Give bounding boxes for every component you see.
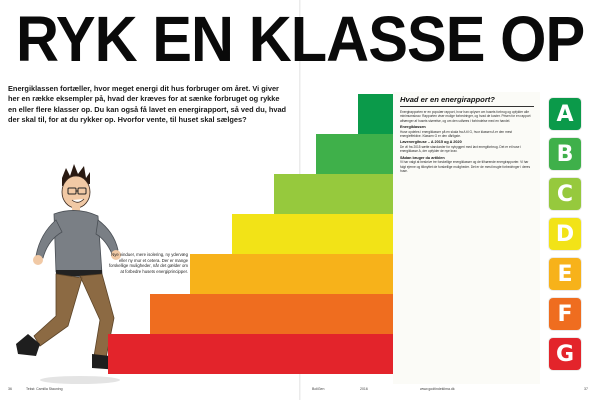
energy-label-d: D	[549, 218, 581, 250]
section-heading: Lavenergihuse – A 2015 og A 2020	[400, 140, 462, 145]
energy-label-a: A	[549, 98, 581, 130]
section-text: De vil fra 2015 sætte standarder for nybyggeri med lavt energiforbrug. Det er et huse i energiklasse A, der opfylder de nye krav.	[400, 145, 522, 154]
headline: RYK EN KLASSE OP	[16, 3, 585, 75]
panel-intro-text: Energirapporten er en populær rapport, hvor han oplyser om husets forbrug og opfylder alle minimumskrav. Rapporten viser mulige forbedringer, og hvad de koster. Prisen for en rapport afhænger af husets størrelse, og om den udføres i forbindelse med en handel.	[400, 110, 531, 123]
section-text: Vi har valgt at beskrive tre forskellige energiklasser og de tilhørende energirapporter. Vi har fulgt ejerne og tilknyttet de forskellige muligheder. Det er de mest brugte forbedringer i deres huse.	[400, 160, 531, 174]
energy-label-f: F	[549, 298, 581, 330]
footer-issue: 2016	[360, 387, 368, 391]
illustration-caption: Nye vinduer, mere isolering, ny ydervæg eller ny mur et cetera. Der er mange forskellige muligheder, når det gælder om at forbedre husets energiprincipper.	[108, 252, 188, 274]
panel-title: Hvad er en energirapport?	[400, 95, 495, 104]
section-heading: Sådan bruger du artiklen	[400, 155, 445, 160]
footer-url: www.godtindeklima.dk	[420, 387, 455, 391]
energy-label-c: C	[549, 178, 581, 210]
footer-brand: BoliGen	[312, 387, 325, 391]
panel-title-rule	[400, 106, 534, 107]
energy-label-e: E	[549, 258, 581, 290]
intro-paragraph: Energiklassen fortæller, hvor meget energi dit hus forbruger om året. Vi giver her en række eksempler på, hvad der kræves for at sænke forbruget og rykke en eller flere klasser op. Du kan også få lavet en energirapport, så ved du, hvad der skal til, for at du rykker op. Hvorfor vente, til huset skal sælges?	[8, 84, 287, 124]
left-page-number: 36	[8, 387, 12, 391]
section-text: Huse opdeles i energiklasser på en skala fra A til G, hvor klassen A er den mest energieffektive. Klassen G er den dårligste.	[400, 129, 512, 138]
energy-label-g: G	[549, 338, 581, 370]
energy-label-b: B	[549, 138, 581, 170]
panel-body	[400, 110, 534, 173]
section-heading: Energiklassen	[400, 124, 426, 129]
left-credit: Tekst: Camilla Stauning	[26, 387, 63, 391]
right-page-number: 37	[584, 387, 588, 391]
